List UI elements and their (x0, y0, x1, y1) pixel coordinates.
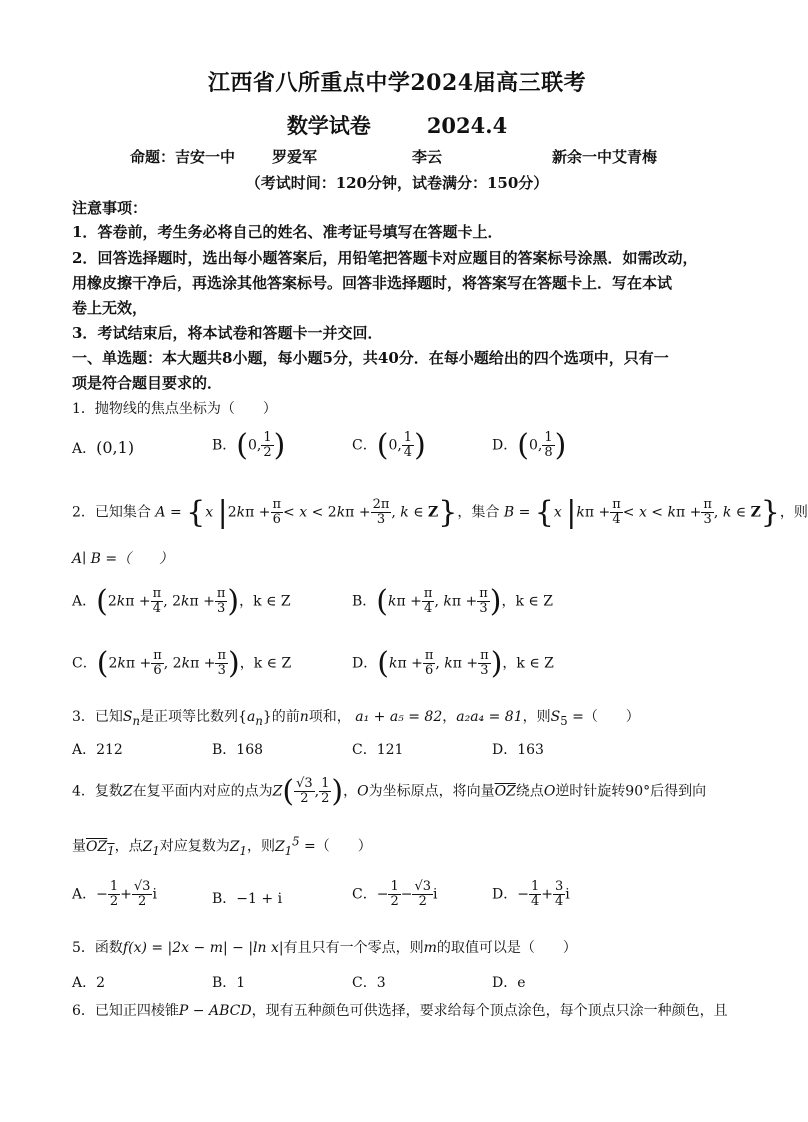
q2-option-b: B．(kπ + $\frac{\pi}{4}$ , kπ + $\frac{\pi}{3}$ )，k ∈ Z (352, 584, 553, 619)
note-3: 3．考试结束后，将本试卷和答题卡一并交回． (72, 324, 383, 342)
q2-option-a: A．(2kπ + $\frac{\pi}{4}$ , 2kπ + $\frac{\pi}{3}$ )，k ∈ Z (72, 584, 291, 619)
note-2a: 2．回答选择题时，选出每小题答案后，用铅笔把答题卡对应题目的答案标号涂黑．如需改动， (72, 249, 698, 267)
section1-line1: 一、单选题：本大题共8小题，每小题5分，共40分．在每小题给出的四个选项中，只有一 (72, 349, 669, 367)
note-2b: 用橡皮擦干净后，再选涂其他答案标号。回答非选择题时，将答案写在答题卡上．写在本试 (72, 274, 673, 292)
q4-stem: 4．复数Z在复平面内对应的点为Z( $\frac{√3}{2}$ , $\frac{1}{2}$ )，O为坐标原点，将向量$\overline{OZ}$绕点O逆时针旋转90°后得到向 (72, 774, 707, 809)
q4-stem-line2: 量$OZ_1$，点$Z_1$对应复数为$Z_1$，则$Z_1^5$ =（ ） (72, 834, 372, 858)
q4-option-a: A．− $\frac{1}{2}$ + $\frac{√3}{2}$ i (72, 879, 157, 909)
note-1: 1．答卷前，考生务必将自己的姓名、准考证号填写在答题卡上． (72, 223, 503, 241)
author-1: 罗爱军 (272, 148, 318, 166)
q4-option-c: C．− $\frac{1}{2}$ − $\frac{√3}{2}$ i (352, 879, 438, 909)
q5-option-a: A．2 (72, 975, 106, 991)
q3-stem: 3．已知$S_n$是正项等比数列$\{a_n\}$的前n项和， a₁ + a₅ = 82，a₂a₄ = 81，则$S_5$ =（ ） (72, 709, 640, 728)
q2-stem: 2．已知集合 A = {x |2kπ + $\frac{\pi}{6}$ < x < 2kπ + $\frac{2\pi}{3}$ , k ∈ Z}，集合 B = {x |kπ + $\frac{\pi}{4}$ < x < kπ + $\frac{\pi}{3}$ , k ∈ Z}，则 (72, 495, 808, 530)
q5-option-d: D．e (492, 975, 526, 991)
q3-option-d: D．163 (492, 742, 544, 758)
q4-option-b: B．−1 + i (212, 891, 283, 907)
subtitle-subject: 数学试卷 (286, 113, 371, 138)
q4-option-d: D．− $\frac{1}{4}$ + $\frac{3}{4}$ i (492, 879, 570, 909)
q3-option-a: A．212 (72, 742, 123, 758)
q1-option-c: C．(0, $\frac{1}{4}$ ) (352, 428, 426, 463)
q2-stem-line2: A∣ B =（ ） (72, 551, 174, 567)
q3-option-b: B．168 (212, 742, 264, 758)
q1-option-d: D．(0, $\frac{1}{8}$ ) (492, 428, 567, 463)
exam-subtitle (0, 110, 794, 140)
author-2: 李云 (412, 148, 443, 166)
q3-option-c: C．121 (352, 742, 404, 758)
note-2c: 卷上无效， (72, 299, 148, 317)
author-3: 新余一中艾青梅 (552, 148, 658, 166)
q2-option-d: D．(kπ + $\frac{\pi}{6}$ , kπ + $\frac{\pi}{3}$ )，k ∈ Z (352, 646, 554, 681)
q1-stem: 1．抛物线的焦点坐标为（ ） (72, 401, 277, 417)
exam-info: （考试时间：120分钟，试卷满分：150分） (245, 174, 549, 192)
q5-stem: 5．函数f(x) = |2x − m| − |ln x|有且只有一个零点，则m的取值可以是（ ） (72, 940, 577, 956)
authors-label: 命题：吉安一中 (130, 148, 236, 166)
q1-option-b: B．(0, $\frac{1}{2}$ ) (212, 428, 286, 463)
q2-option-c: C．(2kπ + $\frac{\pi}{6}$ , 2kπ + $\frac{\pi}{3}$ )，k ∈ Z (72, 646, 292, 681)
section1-line2: 项是符合题目要求的． (72, 374, 223, 392)
q5-option-c: C．3 (352, 975, 386, 991)
subtitle-date: 2024.4 (426, 113, 508, 138)
q5-option-b: B．1 (212, 975, 246, 991)
q6-stem: 6．已知正四棱锥P − ABCD，现有五种颜色可供选择，要求给每个顶点涂色，每个顶点只涂一种颜色，且 (72, 1003, 728, 1019)
notes-heading: 注意事项： (72, 199, 148, 217)
q1-option-a: A．(0,1) (72, 438, 135, 457)
exam-title: 江西省八所重点中学2024届高三联考 (207, 70, 587, 96)
